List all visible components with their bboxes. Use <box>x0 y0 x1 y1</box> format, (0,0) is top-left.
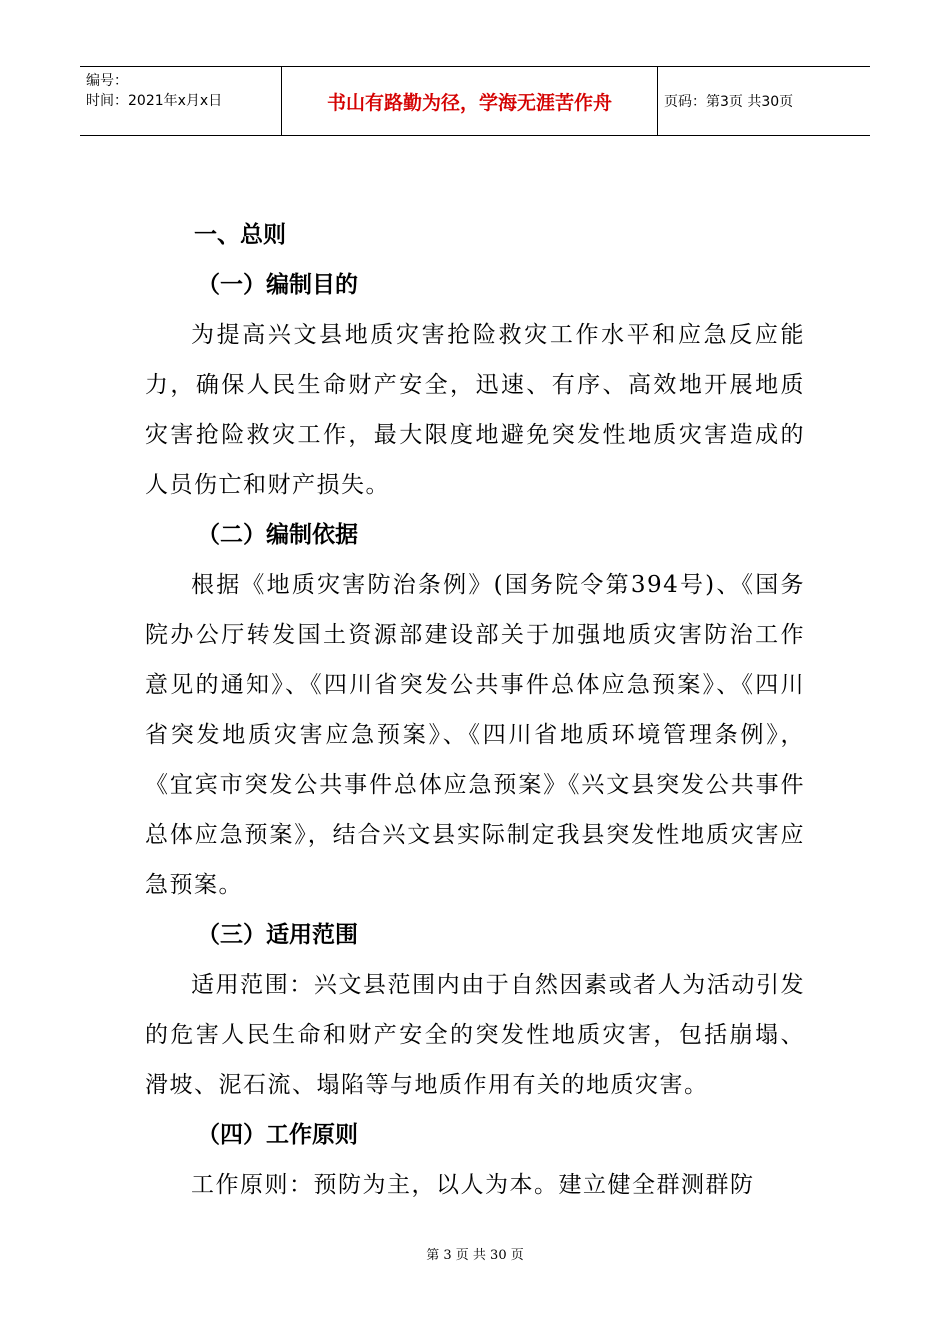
subsection-heading: （一）编制目的 <box>197 272 358 298</box>
header-time-label: 时间：2021年x月x日 <box>86 93 223 109</box>
subsection-heading: （四）工作原则 <box>197 1122 358 1148</box>
subsection-purpose <box>145 260 805 510</box>
subsection-principles <box>145 1110 805 1210</box>
header-page-info: 页码：第3页 共30页 <box>664 94 794 110</box>
page-footer: 第 3 页 共 30 页 <box>426 1248 524 1263</box>
subsection-scope <box>145 910 805 1110</box>
header-meta <box>80 67 282 135</box>
subsection-paragraph: 根据《地质灾害防治条例》(国务院令第394号)、《国务院办公厅转发国土资源部建设部关于加强地质灾害防治工作意见的通知》、《四川省突发公共事件总体应急预案》、《四川省突发地质灾害应急预案》、《四川省地质环境管理条例》，《宜宾市突发公共事件总体应急预案》《兴文县突发公共事件总体应急预案》，结合兴文县实际制定我县突发性地质灾害应急预案。 <box>145 572 805 898</box>
document-body <box>145 210 805 1210</box>
section-title: 一、总则 <box>194 222 286 248</box>
subsection-heading: （三）适用范围 <box>197 922 358 948</box>
header-motto: 书山有路勤为径，学海无涯苦作舟 <box>282 67 658 135</box>
subsection-heading: （二）编制依据 <box>197 522 358 548</box>
document-header <box>80 66 870 136</box>
subsection-basis <box>145 510 805 910</box>
subsection-paragraph: 为提高兴文县地质灾害抢险救灾工作水平和应急反应能力，确保人民生命财产安全，迅速、有序、高效地开展地质灾害抢险救灾工作，最大限度地避免突发性地质灾害造成的人员伤亡和财产损失。 <box>145 322 805 498</box>
subsection-paragraph: 适用范围：兴文县范围内由于自然因素或者人为活动引发的危害人民生命和财产安全的突发性地质灾害，包括崩塌、滑坡、泥石流、塌陷等与地质作用有关的地质灾害。 <box>145 972 805 1098</box>
header-number-label: 编号： <box>86 73 128 89</box>
subsection-paragraph: 工作原则：预防为主，以人为本。建立健全群测群防 <box>191 1172 755 1198</box>
